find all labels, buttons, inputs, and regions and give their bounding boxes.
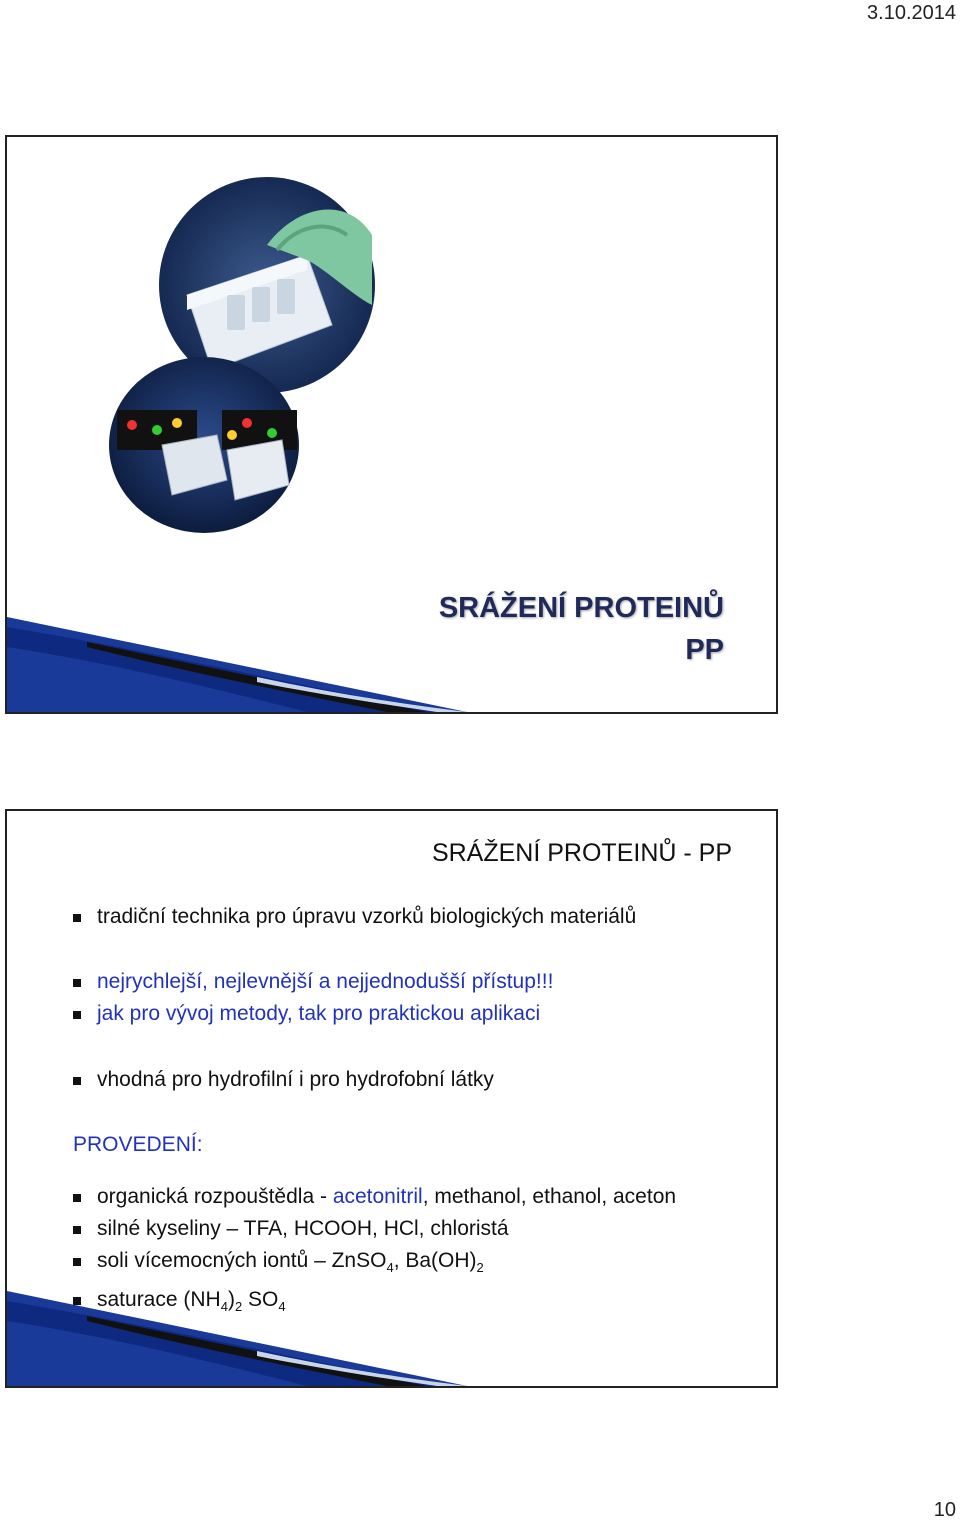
bullet-square-icon [73,979,81,987]
lab-photo-well-plates [107,355,302,535]
list-item: silné kyseliny – TFA, HCOOH, HCl, chloristá [73,1213,766,1245]
list-item: jak pro vývoj metody, tak pro praktickou aplikaci [73,998,766,1030]
list-item: tradiční technika pro úpravu vzorků biologických materiálů [73,901,766,933]
list-item: nejrychlejší, nejlevnější a nejjednodušší přístup!!! [73,966,766,998]
bullet-square-icon [73,914,81,922]
bullet-square-icon [73,1194,81,1202]
highlight-acetonitril: acetonitril [332,1185,423,1208]
decorative-swoosh [7,1291,467,1386]
page-number: 10 [933,1499,956,1521]
list-item: saturace $(NH_4)_2$ $SO_4$ [73,1284,766,1323]
slide-2 [5,809,778,1388]
slide-1 [5,135,778,714]
bullet-list-technique [73,901,766,933]
bullet-square-icon [73,1226,81,1234]
slide-1-title-line2: PP [685,634,724,666]
bullet-square-icon [73,1258,81,1266]
list-item: organická rozpouštědla - acetonitril, methanol, ethanol, aceton [73,1181,766,1213]
header-date: 3.10.2014 [867,2,956,24]
slide-1-title-line1: SRÁŽENÍ PROTEINŮ [438,592,724,624]
section-heading-provedeni: PROVEDENÍ: [73,1133,203,1156]
slide-1-title [439,587,724,671]
bullet-list-advantages [73,966,766,1030]
bullet-square-icon [73,1011,81,1019]
bullet-list-applicability [73,1064,766,1096]
bullet-square-icon [73,1077,81,1085]
list-item: vhodná pro hydrofilní i pro hydrofobní látky [73,1064,766,1096]
list-item: soli vícemocných iontů – ZnSO$_4$, $Ba(OH)_2$ [73,1245,766,1284]
slide-2-title: SRÁŽENÍ PROTEINŮ - PP [431,839,732,867]
decorative-swoosh [7,617,467,712]
